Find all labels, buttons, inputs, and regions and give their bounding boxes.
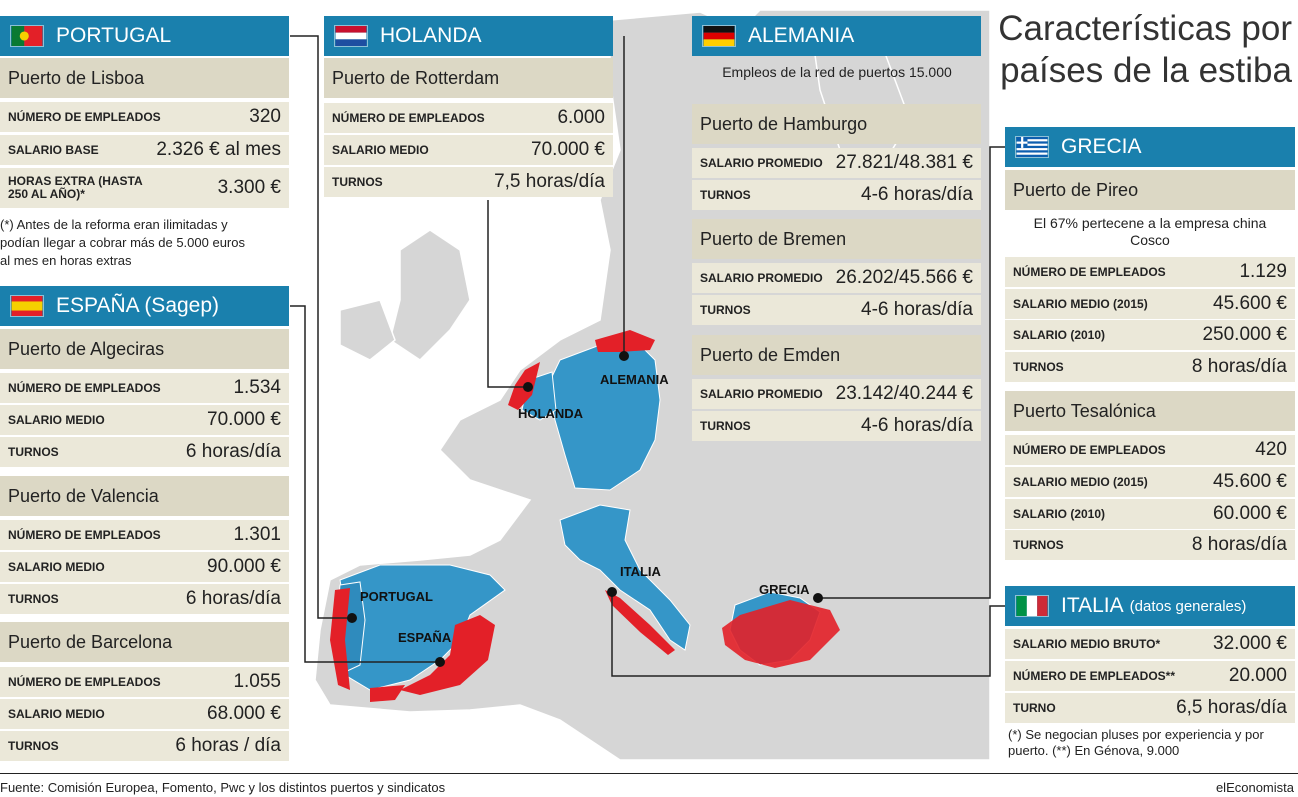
- espana-port-valencia: Puerto de Valencia: [0, 476, 289, 516]
- holanda-row: TURNOS 7,5 horas/día: [324, 167, 613, 197]
- netherlands-flag-icon: [334, 25, 368, 47]
- holanda-header: [324, 16, 613, 56]
- map-label-portugal: PORTUGAL: [360, 589, 433, 604]
- espana-row: TURNOS 6 horas / día: [0, 731, 289, 761]
- grecia-row: SALARIO MEDIO (2015) 45.600 €: [1005, 467, 1295, 497]
- holanda-country: HOLANDA: [380, 24, 482, 47]
- greece-flag-icon: [1015, 136, 1049, 158]
- alemania-row: SALARIO PROMEDIO 23.142/40.244 €: [692, 379, 981, 409]
- espana-port-barcelona: Puerto de Barcelona: [0, 622, 289, 662]
- map-label-grecia: GRECIA: [759, 582, 810, 597]
- map-label-holanda: HOLANDA: [518, 406, 583, 421]
- espana-row: SALARIO MEDIO 68.000 €: [0, 699, 289, 729]
- map-label-alemania: ALEMANIA: [600, 372, 669, 387]
- alemania-port-bremen: Puerto de Bremen: [692, 219, 981, 259]
- espana-row: NÚMERO DE EMPLEADOS 1.301: [0, 520, 289, 550]
- grecia-country: GRECIA: [1061, 135, 1142, 158]
- espana-row: TURNOS 6 horas/día: [0, 437, 289, 467]
- espana-row: SALARIO MEDIO 90.000 €: [0, 552, 289, 582]
- italia-country-sub: (datos generales): [1129, 597, 1247, 615]
- portugal-port: Puerto de Lisboa: [0, 58, 289, 98]
- italia-note: (*) Se negocian pluses por experiencia y por puerto. (**) En Génova, 9.000: [1008, 727, 1264, 758]
- espana-port-algeciras: Puerto de Algeciras: [0, 329, 289, 369]
- portugal-country: PORTUGAL: [56, 24, 172, 47]
- portugal-row: NÚMERO DE EMPLEADOS 320: [0, 102, 289, 132]
- alemania-port-emden: Puerto de Emden: [692, 335, 981, 375]
- alemania-row: SALARIO PROMEDIO 26.202/45.566 €: [692, 263, 981, 293]
- espana-row: NÚMERO DE EMPLEADOS 1.055: [0, 667, 289, 697]
- germany-flag-icon: [702, 25, 736, 47]
- grecia-row: NÚMERO DE EMPLEADOS 1.129: [1005, 257, 1295, 287]
- spain-flag-icon: [10, 295, 44, 317]
- italia-header: [1005, 586, 1295, 626]
- footer-divider: [0, 773, 1298, 774]
- portugal-flag-icon: [10, 25, 44, 47]
- grecia-row: SALARIO MEDIO (2015) 45.600 €: [1005, 289, 1295, 319]
- portugal-note: (*) Antes de la reforma eran ilimitadas y podían llegar a cobrar más de 5.000 euros al mes en horas extras: [0, 217, 245, 268]
- italy-flag-icon: [1015, 595, 1049, 617]
- alemania-header: [692, 16, 981, 56]
- italia-row: SALARIO MEDIO BRUTO* 32.000 €: [1005, 629, 1295, 659]
- holanda-row: SALARIO MEDIO 70.000 €: [324, 135, 613, 165]
- alemania-row: TURNOS 4-6 horas/día: [692, 411, 981, 441]
- grecia-row: NÚMERO DE EMPLEADOS 420: [1005, 435, 1295, 465]
- page-title: Características por países de la estiba: [998, 9, 1292, 90]
- alemania-country: ALEMANIA: [748, 24, 855, 47]
- italia-row: NÚMERO DE EMPLEADOS** 20.000: [1005, 661, 1295, 691]
- espana-row: NÚMERO DE EMPLEADOS 1.534: [0, 373, 289, 403]
- footer-source: Fuente: Comisión Europea, Fomento, Pwc y los distintos puertos y sindicatos: [0, 780, 446, 795]
- map-label-italia: ITALIA: [620, 564, 661, 579]
- espana-row: SALARIO MEDIO 70.000 €: [0, 405, 289, 435]
- italia-row: TURNO 6,5 horas/día: [1005, 693, 1295, 723]
- grecia-port-pireo: Puerto de Pireo: [1005, 170, 1295, 210]
- espana-row: TURNOS 6 horas/día: [0, 584, 289, 614]
- alemania-row: TURNOS 4-6 horas/día: [692, 295, 981, 325]
- footer-brand: elEconomista: [1215, 780, 1294, 795]
- alemania-note: Empleos de la red de puertos 15.000: [722, 64, 952, 80]
- espana-header: [0, 286, 289, 326]
- map-label-espana: ESPAÑA: [398, 630, 452, 645]
- holanda-row: NÚMERO DE EMPLEADOS 6.000: [324, 103, 613, 133]
- italia-country: ITALIA: [1061, 594, 1124, 617]
- grecia-row: TURNOS 8 horas/día: [1005, 530, 1295, 560]
- alemania-port-hamburgo: Puerto de Hamburgo: [692, 104, 981, 144]
- alemania-row: SALARIO PROMEDIO 27.821/48.381 €: [692, 148, 981, 178]
- portugal-row: SALARIO BASE 2.326 € al mes: [0, 135, 289, 165]
- alemania-row: TURNOS 4-6 horas/día: [692, 180, 981, 210]
- grecia-row: SALARIO (2010) 60.000 €: [1005, 499, 1295, 529]
- grecia-port-tesalonica: Puerto Tesalónica: [1005, 391, 1295, 431]
- grecia-row: TURNOS 8 horas/día: [1005, 352, 1295, 382]
- holanda-port: Puerto de Rotterdam: [324, 58, 613, 98]
- portugal-row: HORAS EXTRA (HASTA 250 AL AÑO)* 3.300 €: [0, 168, 289, 208]
- grecia-pireo-note: El 67% pertecene a la empresa china Cosco: [1033, 215, 1267, 248]
- espana-country: ESPAÑA (Sagep): [56, 294, 220, 317]
- grecia-header: [1005, 127, 1295, 167]
- grecia-row: SALARIO (2010) 250.000 €: [1005, 320, 1295, 350]
- portugal-header: [0, 16, 289, 56]
